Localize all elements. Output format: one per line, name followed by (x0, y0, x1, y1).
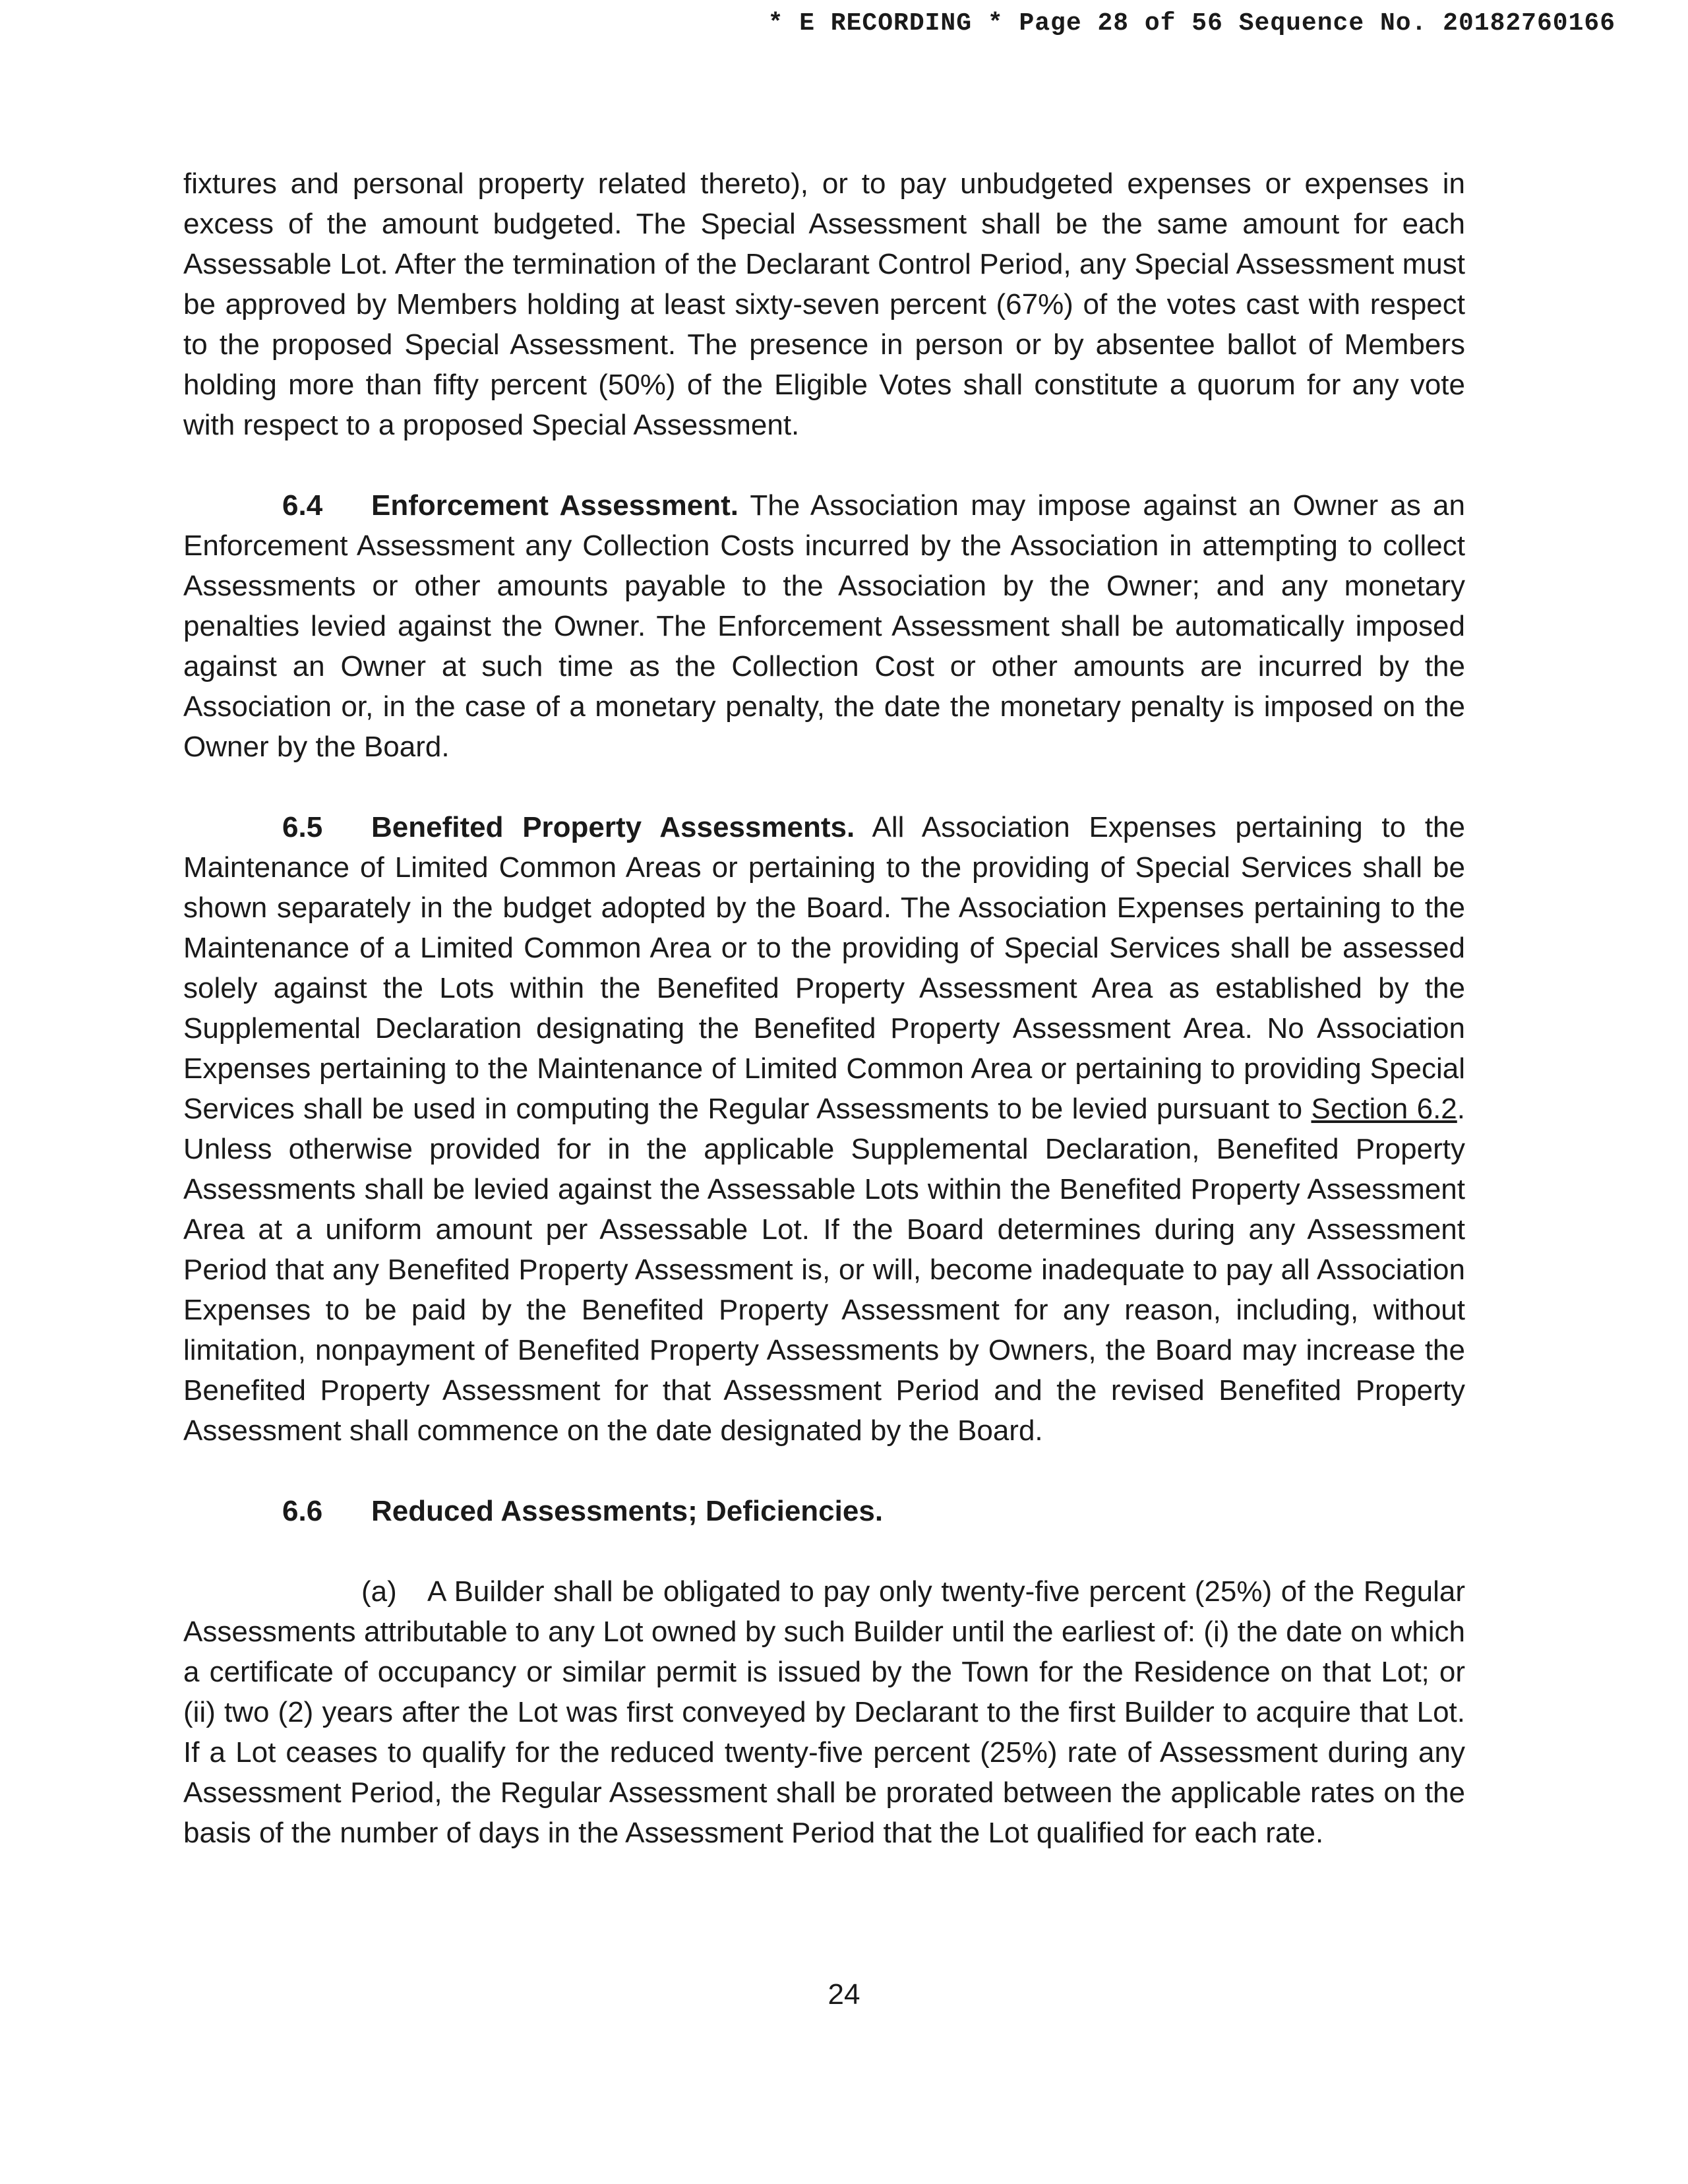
section-text: All Association Expenses pertaining to the Maintenance of Limited Common Areas or pertaining to the providing of Special Services shall be shown separately in the budget adopted by the Board. The Association Expenses pertaining to the Maintenance of a Limited Common Area or to the providing of Special Services shall be assessed solely against the Lots within the Benefited Property Assessment Area as established by the Supplemental Declaration designating the Benefited Property Assessment Area. No Association Expenses pertaining to the Maintenance of Limited Common Area or pertaining to providing Special Services shall be used in computing the Regular Assessments to be levied pursuant to (183, 811, 1465, 1125)
subsection-text: A Builder shall be obligated to pay only twenty-five percent (25%) of the Regular Assessments attributable to any Lot owned by such Builder until the earliest of: (i) the date on which a certificate of occupancy or similar permit is issued by the Town for the Residence on that Lot; or (ii) two (2) years after the Lot was first conveyed by Declarant to the first Builder to acquire that Lot. If a Lot ceases to qualify for the reduced twenty-five percent (25%) rate of Assessment during any Assessment Period, the Regular Assessment shall be prorated between the applicable rates on the basis of the number of days in the Assessment Period that the Lot qualified for each rate. (183, 1575, 1465, 1849)
section-number: 6.6 (282, 1495, 323, 1527)
section-6-6-heading (183, 1491, 1465, 1531)
recording-header-stamp: * E RECORDING * Page 28 of 56 Sequence No. 20182760166 (768, 9, 1615, 38)
page-number: 24 (828, 1978, 860, 2011)
section-number: 6.5 (282, 811, 323, 843)
document-body (183, 164, 1465, 1893)
section-cross-reference: Section 6.2 (1311, 1093, 1457, 1125)
section-title: Benefited Property Assessments. (371, 811, 855, 843)
continuation-paragraph: fixtures and personal property related thereto), or to pay unbudgeted expenses or expenses in excess of the amount budgeted. The Special Assessment shall be the same amount for each Assessable Lot. After the termination of the Declarant Control Period, any Special Assessment must be approved by Members holding at least sixty-seven percent (67%) of the votes cast with respect to the proposed Special Assessment. The presence in person or by absentee ballot of Members holding more than fifty percent (50%) of the Eligible Votes shall constitute a quorum for any vote with respect to a proposed Special Assessment. (183, 167, 1465, 441)
section-6-4-paragraph (183, 485, 1465, 767)
section-title: Reduced Assessments; Deficiencies. (371, 1495, 884, 1527)
section-6-6-a-paragraph (183, 1571, 1465, 1853)
section-title: Enforcement Assessment. (371, 489, 738, 522)
section-number: 6.4 (282, 489, 323, 522)
subsection-label: (a) (361, 1575, 397, 1608)
section-6-5-paragraph (183, 807, 1465, 1451)
section-text: The Association may impose against an Owner as an Enforcement Assessment any Collection Costs incurred by the Association in attempting to collect Assessments or other amounts payable to the Association by the Owner; and any monetary penalties levied against the Owner. The Enforcement Assessment shall be automatically imposed against an Owner at such time as the Collection Cost or other amounts are incurred by the Association or, in the case of a monetary penalty, the date the monetary penalty is imposed on the Owner by the Board. (183, 489, 1465, 763)
section-text-continued: . Unless otherwise provided for in the applicable Supplemental Declaration, Benefited Property Assessments shall be levied against the Assessable Lots within the Benefited Property Assessment Area at a uniform amount per Assessable Lot. If the Board determines during any Assessment Period that any Benefited Property Assessment is, or will, become inadequate to pay all Association Expenses to be paid by the Benefited Property Assessment for any reason, including, without limitation, nonpayment of Benefited Property Assessments by Owners, the Board may increase the Benefited Property Assessment for that Assessment Period and the revised Benefited Property Assessment shall commence on the date designated by the Board. (183, 1093, 1465, 1447)
